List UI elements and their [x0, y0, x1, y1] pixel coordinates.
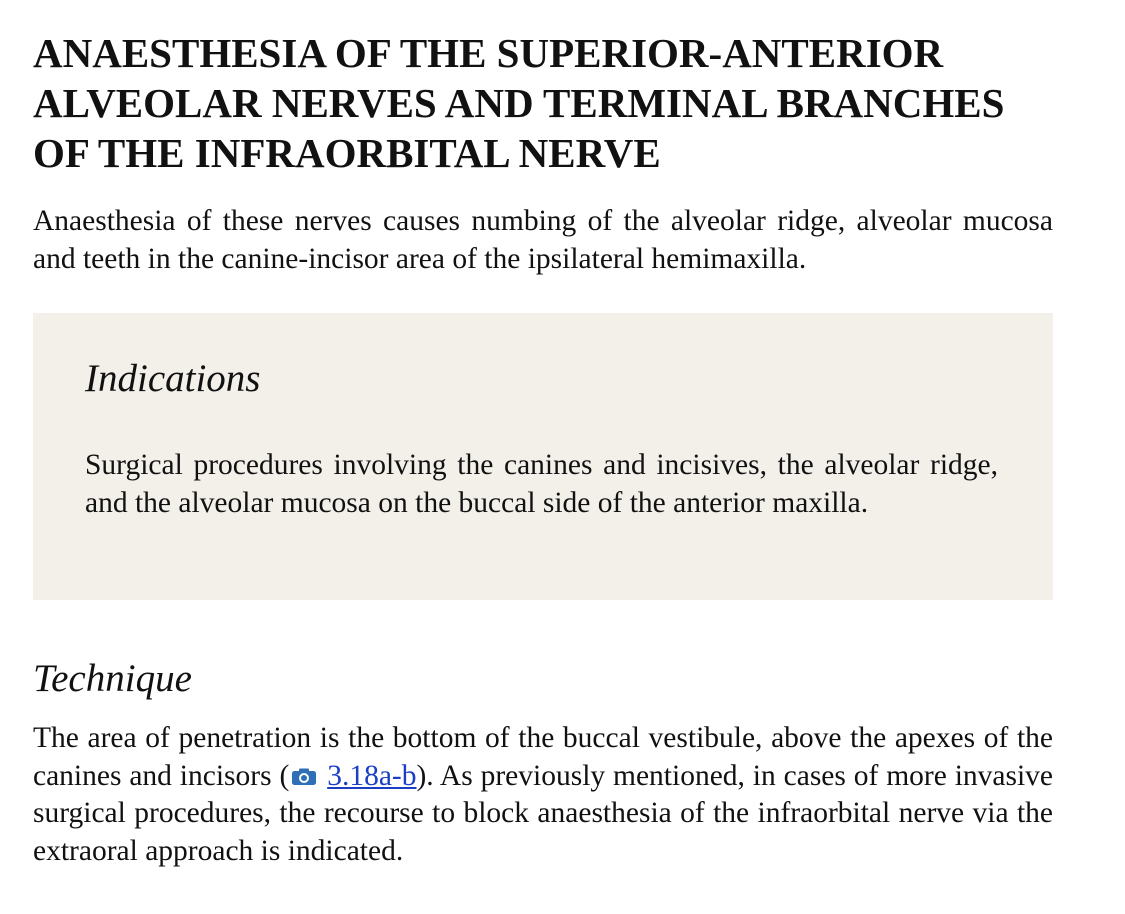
- technique-text-before: The area of penetration is the bottom of the buccal vestibule, above the apexes of the canines and incisors (: [33, 722, 1053, 792]
- figure-link[interactable]: 3.18a-b: [327, 759, 417, 792]
- indications-box: [33, 313, 1053, 600]
- indications-text: Surgical procedures involving the canines and incisives, the alveolar ridge, and the alveolar mucosa on the buccal side of the anterior maxilla.: [85, 449, 998, 519]
- technique-heading: Technique: [33, 657, 192, 700]
- technique-text-after: ). As previously mentioned, in cases of more invasive surgical procedures, the recourse to block anaesthesia of the infraorbital nerve via the extraoral approach is indicated.: [33, 759, 1054, 867]
- page-title: ANAESTHESIA OF THE SUPERIOR-ANTERIOR ALVEOLAR NERVES AND TERMINAL BRANCHES OF THE INFRAORBITAL NERVE: [33, 30, 1005, 176]
- technique-paragraph: [33, 720, 1053, 870]
- indications-heading: Indications: [85, 357, 261, 400]
- document-page: [33, 28, 1053, 870]
- camera-icon[interactable]: [291, 767, 317, 786]
- intro-paragraph: Anaesthesia of these nerves causes numbing of the alveolar ridge, alveolar mucosa and teeth in the canine-incisor area of the ipsilateral hemimaxilla.: [33, 205, 1053, 275]
